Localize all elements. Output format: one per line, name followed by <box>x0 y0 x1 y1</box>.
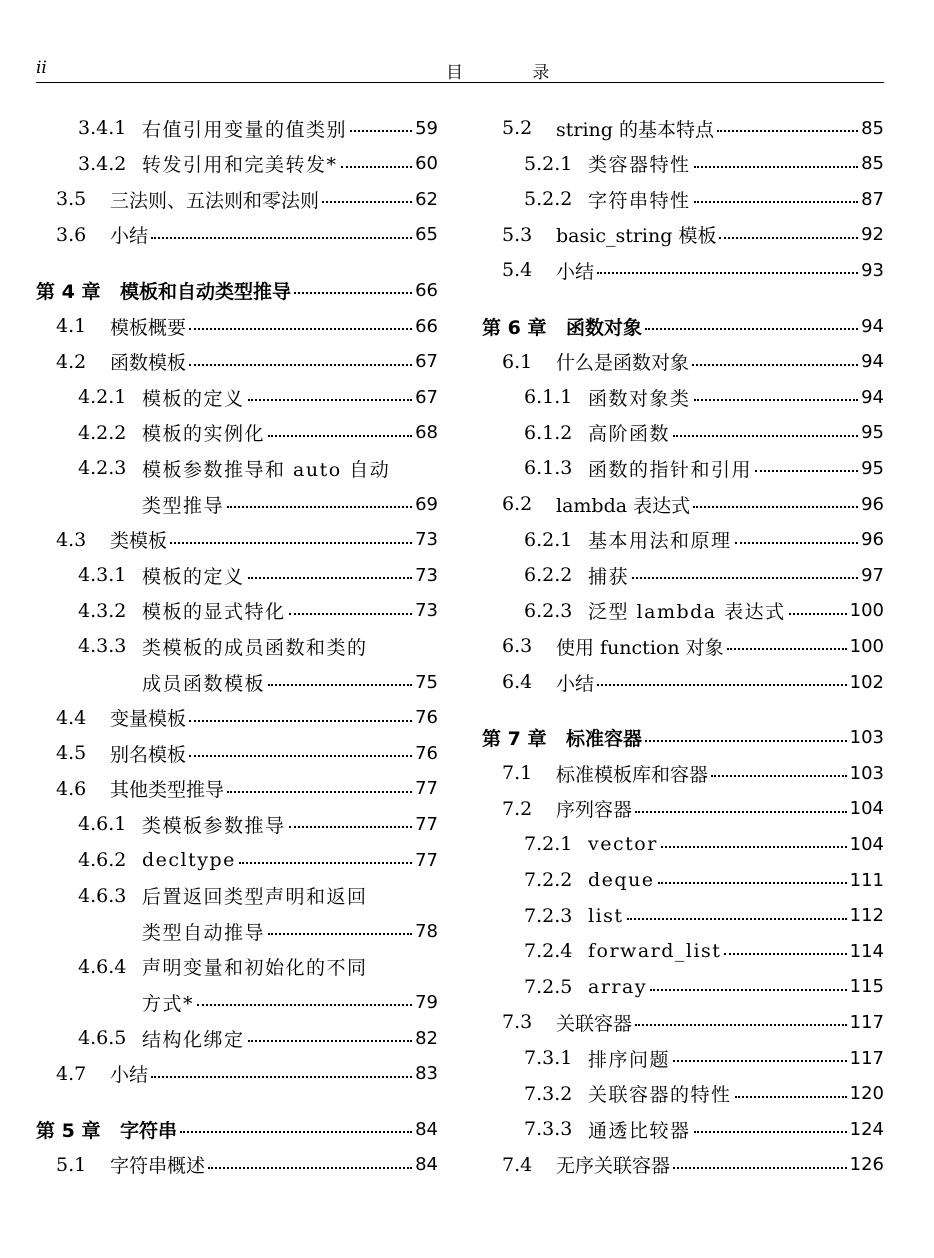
toc-leader-dots <box>597 684 847 686</box>
toc-entry-title: 三法则、五法则和零法则 <box>110 189 320 212</box>
toc-entry-title: 类模板参数推导 <box>142 814 286 837</box>
toc-entry-title: 函数模板 <box>110 352 187 375</box>
toc-subsection-entry[interactable] <box>36 666 438 698</box>
toc-entry-number: 7.2.1 <box>524 833 573 856</box>
toc-entry-number: 7.3.2 <box>524 1082 573 1105</box>
toc-section-entry[interactable] <box>36 737 438 769</box>
toc-leader-dots <box>239 862 412 864</box>
toc-entry-page: 97 <box>861 564 884 586</box>
toc-leader-dots <box>724 953 846 955</box>
toc-leader-dots <box>208 1167 412 1169</box>
toc-entry-page: 66 <box>415 279 438 301</box>
toc-leader-dots <box>189 328 412 330</box>
toc-leader-dots <box>711 775 847 777</box>
toc-section-entry[interactable] <box>482 630 884 662</box>
toc-entry-title: 模板和自动类型推导 <box>120 280 292 303</box>
toc-entry-page: 115 <box>849 976 884 998</box>
toc-section-entry[interactable] <box>482 254 884 286</box>
toc-entry-page: 100 <box>849 600 884 622</box>
toc-leader-dots <box>632 577 858 579</box>
toc-entry-title: lambda 表达式 <box>556 494 691 517</box>
toc-entry-title: 字符串概述 <box>110 1155 206 1178</box>
toc-leader-dots <box>717 130 858 132</box>
toc-entry-title: 类模板 <box>110 530 168 553</box>
toc-leader-dots <box>673 435 858 437</box>
toc-entry-number: 4.6.3 <box>78 884 127 907</box>
toc-entry-title: 成员函数模板 <box>142 672 266 695</box>
toc-entry-page: 94 <box>861 315 884 337</box>
toc-entry-title: 字符串 <box>120 1119 178 1142</box>
toc-subsection-entry[interactable] <box>482 417 884 449</box>
toc-subsection-entry[interactable] <box>36 112 438 144</box>
toc-subsection-entry[interactable] <box>36 452 438 484</box>
toc-leader-dots <box>789 613 847 615</box>
toc-subsection-entry[interactable] <box>482 595 884 627</box>
toc-entry-number: 7.1 <box>502 762 533 785</box>
toc-subsection-entry[interactable] <box>482 1078 884 1110</box>
toc-entry-title: 字符串特性 <box>588 189 691 212</box>
toc-entry-title: 关联容器的特性 <box>588 1084 732 1107</box>
toc-subsection-entry[interactable] <box>36 844 438 876</box>
toc-subsection-entry[interactable] <box>482 183 884 215</box>
toc-subsection-entry[interactable] <box>482 148 884 180</box>
toc-entry-page: 87 <box>861 188 884 210</box>
toc-leader-dots <box>248 1040 413 1042</box>
toc-entry-page: 67 <box>415 351 438 373</box>
toc-subsection-entry[interactable] <box>36 417 438 449</box>
toc-leader-dots <box>694 399 859 401</box>
toc-section-entry[interactable] <box>36 773 438 805</box>
toc-section-entry[interactable] <box>482 112 884 144</box>
toc-leader-dots <box>170 542 412 544</box>
toc-entry-title: 标准容器 <box>566 728 643 751</box>
toc-entry-page: 117 <box>849 1011 884 1033</box>
toc-entry-number: 4.6.1 <box>78 813 127 836</box>
toc-entry-page: 67 <box>415 386 438 408</box>
toc-section-entry[interactable] <box>482 346 884 378</box>
toc-leader-dots <box>227 506 412 508</box>
toc-entry-number: 7.2 <box>502 797 533 820</box>
toc-entry-title: list <box>588 904 624 927</box>
toc-section-entry[interactable] <box>36 702 438 734</box>
toc-entry-number: 6.1.2 <box>524 421 573 444</box>
toc-entry-page: 82 <box>415 1027 438 1049</box>
toc-leader-dots <box>289 826 413 828</box>
toc-leader-dots <box>727 648 847 650</box>
toc-entry-number: 第 4 章 <box>36 280 101 303</box>
toc-entry-title: 类模板的成员函数和类的 <box>142 636 368 659</box>
toc-chapter-entry[interactable] <box>36 1113 438 1145</box>
toc-entry-title: 高阶函数 <box>588 423 671 446</box>
toc-leader-dots <box>694 1131 847 1133</box>
toc-entry-title: 函数对象类 <box>588 387 691 410</box>
toc-entry-page: 79 <box>415 991 438 1013</box>
toc-entry-page: 77 <box>415 849 438 871</box>
toc-subsection-entry[interactable] <box>36 808 438 840</box>
toc-entry-page: 85 <box>861 153 884 175</box>
toc-entry-number: 4.3.3 <box>78 635 127 658</box>
toc-entry-page: 68 <box>415 422 438 444</box>
toc-section-entry[interactable] <box>482 1149 884 1181</box>
toc-leader-dots <box>189 755 412 757</box>
toc-section-entry[interactable] <box>482 757 884 789</box>
toc-section-entry[interactable] <box>482 219 884 251</box>
toc-entry-number: 4.2.1 <box>78 386 127 409</box>
page-header <box>36 52 884 83</box>
toc-leader-dots <box>341 166 413 168</box>
toc-leader-dots <box>719 237 858 239</box>
toc-entry-page: 104 <box>849 833 884 855</box>
toc-entry-title: 声明变量和初始化的不同 <box>142 957 368 980</box>
toc-leader-dots <box>735 1096 847 1098</box>
toc-leader-dots <box>268 933 412 935</box>
toc-entry-page: 120 <box>849 1083 884 1105</box>
toc-entry-title: 模板参数推导和 auto 自动 <box>142 458 391 481</box>
toc-entry-title: 函数对象 <box>566 316 643 339</box>
toc-entry-title: 类型推导 <box>142 494 225 517</box>
toc-subsection-entry[interactable] <box>36 559 438 591</box>
toc-leader-dots <box>692 364 858 366</box>
toc-entry-page: 73 <box>415 600 438 622</box>
toc-entry-page: 84 <box>415 1118 438 1140</box>
toc-entry-title: 小结 <box>556 260 595 283</box>
toc-entry-number: 6.1.1 <box>524 386 573 409</box>
toc-leader-dots <box>658 882 847 884</box>
toc-entry-title: 转发引用和完美转发* <box>142 154 338 177</box>
toc-leader-dots <box>735 542 859 544</box>
toc-entry-page: 100 <box>849 635 884 657</box>
toc-entry-page: 102 <box>849 671 884 693</box>
toc-entry-number: 7.2.3 <box>524 904 573 927</box>
toc-entry-number: 5.3 <box>502 223 533 246</box>
toc-entry-number: 7.4 <box>502 1153 533 1176</box>
toc-leader-dots <box>650 989 847 991</box>
toc-subsection-entry[interactable] <box>36 915 438 947</box>
toc-entry-page: 69 <box>415 493 438 515</box>
toc-entry-page: 59 <box>415 117 438 139</box>
toc-entry-page: 76 <box>415 707 438 729</box>
toc-entry-number: 第 7 章 <box>482 728 547 751</box>
toc-entry-page: 93 <box>861 259 884 281</box>
toc-subsection-entry[interactable] <box>36 148 438 180</box>
toc-entry-page: 76 <box>415 742 438 764</box>
toc-leader-dots <box>180 1131 412 1133</box>
toc-subsection-entry[interactable] <box>482 1042 884 1074</box>
toc-entry-number: 3.4.1 <box>78 117 127 139</box>
toc-chapter-entry[interactable] <box>36 274 438 306</box>
toc-entry-page: 95 <box>861 457 884 479</box>
toc-entry-title: 类容器特性 <box>588 154 691 177</box>
toc-subsection-entry[interactable] <box>36 880 438 912</box>
toc-leader-dots <box>289 613 413 615</box>
toc-entry-page: 77 <box>415 813 438 835</box>
toc-entry-title: 使用 function 对象 <box>556 636 724 659</box>
toc-section-entry[interactable] <box>482 793 884 825</box>
toc-entry-title: 小结 <box>556 672 595 695</box>
toc-subsection-entry[interactable] <box>482 1113 884 1145</box>
toc-entry-title: 类型自动推导 <box>142 921 266 944</box>
toc-entry-number: 4.3 <box>56 528 87 551</box>
toc-subsection-entry[interactable] <box>36 381 438 413</box>
toc-entry-number: 3.6 <box>56 223 87 246</box>
toc-entry-number: 6.2.1 <box>524 528 573 551</box>
toc-entry-page: 95 <box>861 422 884 444</box>
toc-chapter-entry[interactable] <box>482 310 884 342</box>
toc-entry-page: 62 <box>415 188 438 210</box>
toc-entry-number: 5.1 <box>56 1153 87 1176</box>
toc-entry-title: 模板概要 <box>110 316 187 339</box>
toc-entry-page: 84 <box>415 1154 438 1176</box>
toc-leader-dots <box>189 720 412 722</box>
toc-entry-title: 捕获 <box>588 565 630 588</box>
toc-leader-dots <box>350 130 412 132</box>
toc-entry-number: 3.5 <box>56 188 87 211</box>
toc-entry-title: forward_list <box>588 940 722 963</box>
header-title: 目 录 <box>446 63 582 83</box>
toc-entry-number: 4.2.3 <box>78 457 127 480</box>
toc-entry-page: 92 <box>861 224 884 246</box>
toc-leader-dots <box>673 1060 847 1062</box>
toc-entry-title: 基本用法和原理 <box>588 530 732 553</box>
toc-entry-title: 泛型 lambda 表达式 <box>588 601 786 624</box>
toc-entry-title: 小结 <box>110 225 149 248</box>
toc-section-entry[interactable] <box>36 524 438 556</box>
toc-leader-dots <box>635 1024 847 1026</box>
toc-entry-number: 6.1.3 <box>524 457 573 480</box>
toc-entry-page: 117 <box>849 1047 884 1069</box>
toc-entry-page: 124 <box>849 1118 884 1140</box>
toc-section-entry[interactable] <box>36 346 438 378</box>
toc-entry-page: 75 <box>415 671 438 693</box>
toc-entry-number: 5.2 <box>502 117 533 139</box>
toc-section-entry[interactable] <box>36 183 438 215</box>
toc-entry-page: 103 <box>849 727 884 749</box>
toc-entry-page: 83 <box>415 1063 438 1085</box>
toc-entry-number: 3.4.2 <box>78 152 127 175</box>
toc-leader-dots <box>645 328 858 330</box>
toc-entry-title: basic_string 模板 <box>556 225 717 248</box>
toc-subsection-entry[interactable] <box>36 1022 438 1054</box>
toc-entry-number: 4.2 <box>56 350 87 373</box>
toc-entry-number: 4.7 <box>56 1062 87 1085</box>
toc-entry-title: 其他类型推导 <box>110 779 225 802</box>
toc-subsection-entry[interactable] <box>482 452 884 484</box>
toc-section-entry[interactable] <box>36 1149 438 1181</box>
toc-entry-number: 4.2.2 <box>78 421 127 444</box>
toc-entry-title: 通透比较器 <box>588 1119 691 1142</box>
toc-section-entry[interactable] <box>482 1006 884 1038</box>
toc-entry-number: 4.6.5 <box>78 1027 127 1049</box>
toc-entry-number: 7.2.4 <box>524 940 573 963</box>
toc-leader-dots <box>694 201 859 203</box>
toc-subsection-entry[interactable] <box>482 559 884 591</box>
toc-subsection-entry[interactable] <box>482 900 884 932</box>
toc-entry-page: 73 <box>415 529 438 551</box>
toc-leader-dots <box>597 272 858 274</box>
toc-entry-title: deque <box>588 869 655 891</box>
toc-subsection-entry[interactable] <box>482 381 884 413</box>
toc-entry-page: 112 <box>849 905 884 927</box>
toc-entry-page: 96 <box>861 529 884 551</box>
toc-entry-number: 5.2.2 <box>524 188 573 211</box>
toc-subsection-entry[interactable] <box>36 488 438 520</box>
toc-entry-title: 后置返回类型声明和返回 <box>142 886 368 909</box>
toc-entry-page: 114 <box>849 940 884 962</box>
toc-entry-page: 78 <box>415 920 438 942</box>
toc-entry-number: 第 5 章 <box>36 1119 101 1142</box>
toc-entry-number: 6.1 <box>502 350 533 373</box>
toc-leader-dots <box>268 684 412 686</box>
toc-entry-title: string 的基本特点 <box>556 118 714 141</box>
toc-entry-title: 方式* <box>142 992 195 1015</box>
toc-leader-dots <box>694 166 859 168</box>
toc-entry-title: vector <box>588 833 658 856</box>
toc-entry-title: 关联容器 <box>556 1012 633 1035</box>
toc-entry-title: 结构化绑定 <box>142 1028 245 1051</box>
toc-entry-number: 4.6.2 <box>78 849 127 871</box>
toc-entry-number: 7.2.5 <box>524 975 573 998</box>
toc-entry-number: 第 6 章 <box>482 316 547 339</box>
toc-entry-page: 77 <box>415 778 438 800</box>
toc-entry-number: 7.3.3 <box>524 1118 573 1141</box>
toc-entry-page: 65 <box>415 224 438 246</box>
toc-entry-title: 标准模板库和容器 <box>556 763 709 786</box>
toc-section-entry[interactable] <box>36 1058 438 1090</box>
toc-entry-title: 右值引用变量的值类别 <box>142 118 348 141</box>
toc-entry-title: 模板的定义 <box>142 565 245 588</box>
toc-entry-page: 85 <box>861 117 884 139</box>
toc-entry-number: 5.2.1 <box>524 152 573 175</box>
toc-section-entry[interactable] <box>482 666 884 698</box>
toc-subsection-entry[interactable] <box>482 971 884 1003</box>
toc-entry-title: 函数的指针和引用 <box>588 458 753 481</box>
toc-subsection-entry[interactable] <box>36 986 438 1018</box>
toc-entry-number: 4.5 <box>56 742 87 765</box>
toc-entry-page: 66 <box>415 315 438 337</box>
toc-subsection-entry[interactable] <box>482 524 884 556</box>
toc-entry-page: 73 <box>415 564 438 586</box>
toc-section-entry[interactable] <box>36 219 438 251</box>
toc-entry-number: 4.4 <box>56 706 87 729</box>
toc-entry-number: 6.2 <box>502 493 533 515</box>
toc-subsection-entry[interactable] <box>36 951 438 983</box>
toc-section-entry[interactable] <box>36 310 438 342</box>
toc-entry-page: 126 <box>849 1154 884 1176</box>
toc-entry-page: 94 <box>861 351 884 373</box>
toc-leader-dots <box>661 846 847 848</box>
toc-leader-dots <box>322 201 412 203</box>
toc-leader-dots <box>693 506 858 508</box>
toc-entry-title: 序列容器 <box>556 799 633 822</box>
toc-leader-dots <box>248 577 413 579</box>
toc-entry-number: 4.3.2 <box>78 599 127 622</box>
toc-leader-dots <box>673 1167 847 1169</box>
toc-entry-title: 什么是函数对象 <box>556 352 690 375</box>
toc-entry-number: 6.2.2 <box>524 564 573 587</box>
toc-entry-number: 4.1 <box>56 315 87 337</box>
toc-section-entry[interactable] <box>482 488 884 520</box>
toc-entry-title: 模板的显式特化 <box>142 601 286 624</box>
toc-entry-title: 模板的定义 <box>142 387 245 410</box>
toc-subsection-entry[interactable] <box>36 630 438 662</box>
toc-leader-dots <box>248 399 413 401</box>
toc-entry-number: 6.3 <box>502 635 533 658</box>
toc-entry-number: 4.6 <box>56 777 87 800</box>
toc-entry-title: 模板的实例化 <box>142 423 266 446</box>
toc-leader-dots <box>151 1076 412 1078</box>
toc-entry-title: 无序关联容器 <box>556 1155 671 1178</box>
toc-entry-title: decltype <box>142 849 236 871</box>
toc-subsection-entry[interactable] <box>36 595 438 627</box>
toc-entry-title: array <box>588 975 648 998</box>
toc-leader-dots <box>189 364 412 366</box>
toc-entry-number: 4.3.1 <box>78 564 127 587</box>
toc-subsection-entry[interactable] <box>482 828 884 860</box>
toc-entry-title: 小结 <box>110 1064 149 1087</box>
toc-entry-page: 103 <box>849 762 884 784</box>
toc-subsection-entry[interactable] <box>482 935 884 967</box>
toc-leader-dots <box>268 435 412 437</box>
toc-leader-dots <box>635 811 847 813</box>
toc-leader-dots <box>151 237 412 239</box>
toc-subsection-entry[interactable] <box>482 864 884 896</box>
toc-entry-number: 6.2.3 <box>524 599 573 622</box>
toc-leader-dots <box>755 470 858 472</box>
toc-leader-dots <box>294 292 412 294</box>
toc-leader-dots <box>227 791 412 793</box>
toc-entry-number: 6.4 <box>502 671 533 693</box>
toc-entry-number: 7.2.2 <box>524 869 573 891</box>
toc-entry-title: 排序问题 <box>588 1048 671 1071</box>
toc-entry-page: 94 <box>861 386 884 408</box>
page-number: ii <box>36 58 47 78</box>
toc-leader-dots <box>627 918 847 920</box>
toc-entry-number: 4.6.4 <box>78 955 127 978</box>
toc-entry-page: 111 <box>849 869 884 891</box>
toc-leader-dots <box>197 1004 412 1006</box>
toc-entry-number: 5.4 <box>502 259 533 282</box>
toc-entry-number: 7.3 <box>502 1011 533 1034</box>
toc-leader-dots <box>645 740 847 742</box>
toc-chapter-entry[interactable] <box>482 722 884 754</box>
toc-entry-number: 7.3.1 <box>524 1047 573 1069</box>
toc-entry-page: 60 <box>415 153 438 175</box>
toc-entry-title: 别名模板 <box>110 743 187 766</box>
toc-entry-page: 96 <box>861 493 884 515</box>
toc-entry-page: 104 <box>849 798 884 820</box>
toc-entry-title: 变量模板 <box>110 708 187 731</box>
